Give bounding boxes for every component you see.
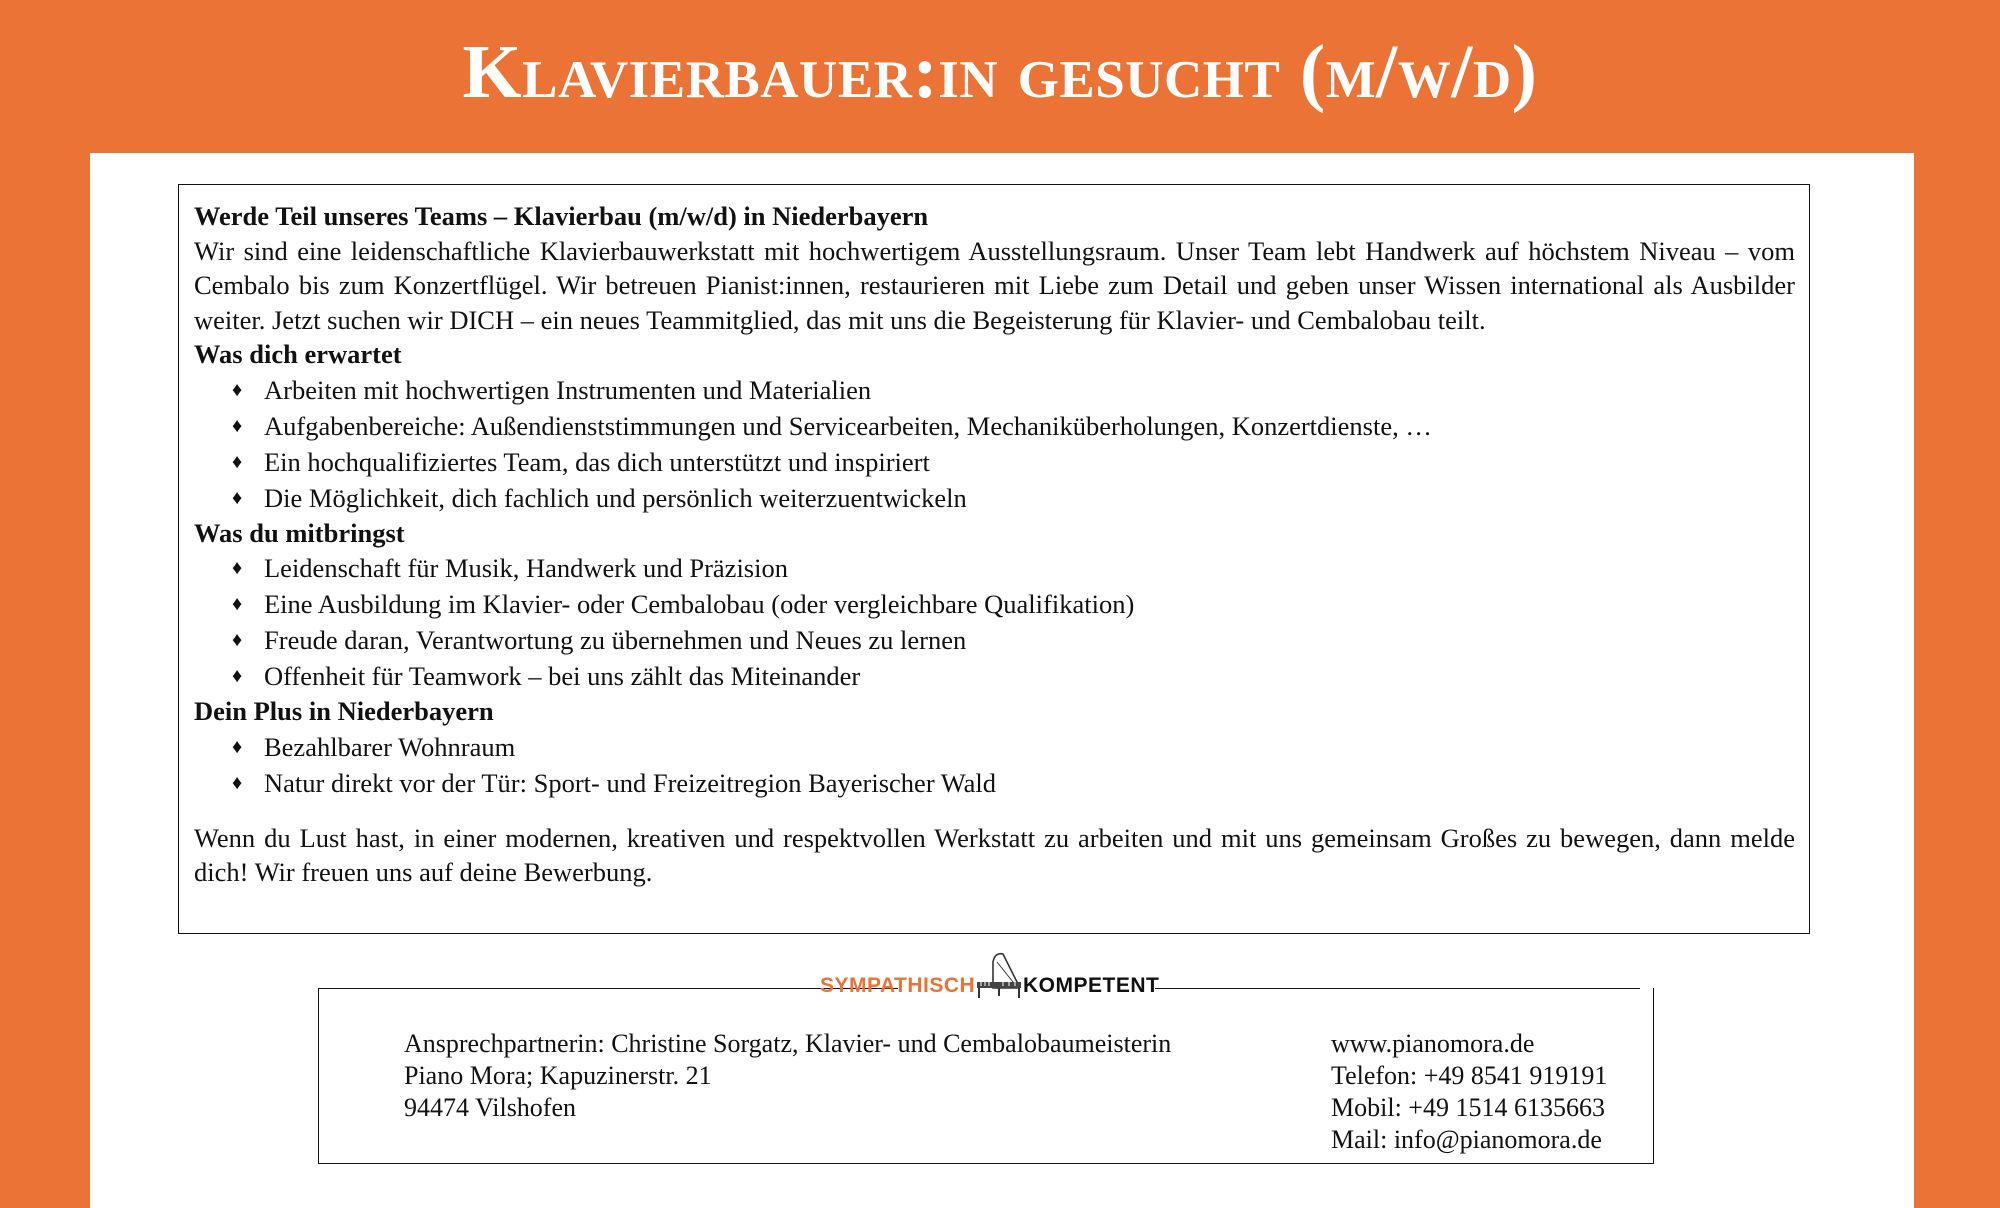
contact-mail: Mail: info@pianomora.de — [1331, 1125, 1602, 1154]
list-item — [194, 765, 1795, 801]
list-item-text: Freude daran, Verantwortung zu übernehmen und Neues zu lernen — [264, 625, 967, 655]
list-item — [194, 729, 1795, 765]
contact-person: Ansprechpartnerin: Christine Sorgatz, Klavier- und Cembalobaumeisterin — [404, 1029, 1172, 1058]
closing-text: Wenn du Lust hast, in einer modernen, kreativen und respektvollen Werkstatt zu arbeiten und mit uns gemeinsam Großes zu bewegen, dann melde dich! Wir freuen uns auf deine Bewerbung. — [194, 822, 1795, 887]
diamond-bullet-icon: ♦ — [232, 735, 243, 758]
page-title: Klavierbauer:in gesucht (m/w/d) — [462, 30, 1538, 114]
list-item-text: Die Möglichkeit, dich fachlich und persönlich weiterzuentwickeln — [264, 482, 967, 513]
list-item — [194, 622, 1795, 658]
diamond-bullet-icon: ♦ — [232, 557, 243, 579]
list-item-text: Offenheit für Teamwork – bei uns zählt das Miteinander — [264, 661, 861, 691]
contact-box — [318, 988, 1654, 1164]
requirements-list — [194, 550, 1795, 694]
list-item-text: Ein hochqualifiziertes Team, das dich unterstützt und inspiriert — [264, 446, 930, 477]
contact-phone: Telefon: +49 8541 919191 — [1331, 1061, 1608, 1090]
contact-details — [1331, 1028, 1607, 1156]
contact-address — [404, 1028, 1171, 1124]
list-item-text: Natur direkt vor der Tür: Sport- und Freizeitregion Bayerischer Wald — [264, 767, 997, 798]
diamond-bullet-icon: ♦ — [232, 414, 243, 437]
diamond-bullet-icon: ♦ — [232, 665, 243, 687]
list-item — [194, 480, 1795, 516]
diamond-bullet-icon: ♦ — [232, 593, 243, 615]
ad-intro: Wir sind eine leidenschaftliche Klavierbauwerkstatt mit hochwertigem Ausstellungsraum. Unser Team lebt Handwerk auf höchstem Niveau – vom Cembalo bis zum Konzertflügel. Wir betreuen Pianist:innen, restaurieren mit Liebe zum Detail und geben unser Wissen international als Ausbilder weiter. Jetzt suchen wir DICH – ein neues Teammitglied, das mit uns die Begeisterung für Klavier- und Cembalobau teilt. — [194, 235, 1795, 335]
diamond-bullet-icon: ♦ — [232, 486, 243, 509]
contact-mobile: Mobil: +49 1514 6135663 — [1331, 1093, 1605, 1122]
diamond-bullet-icon: ♦ — [232, 771, 243, 794]
section-title: Dein Plus in Niederbayern — [194, 696, 494, 726]
list-item — [194, 408, 1795, 444]
section-title: Was dich erwartet — [194, 339, 402, 369]
list-item-text: Bezahlbarer Wohnraum — [264, 731, 516, 762]
ad-sheet — [90, 153, 1914, 1208]
diamond-bullet-icon: ♦ — [232, 629, 243, 651]
list-item-text: Eine Ausbildung im Klavier- oder Cembalobau (oder vergleichbare Qualifikation) — [264, 589, 1135, 619]
section-title: Was du mitbringst — [194, 517, 405, 548]
list-item — [194, 444, 1795, 480]
ad-box — [178, 184, 1810, 934]
plus-list — [194, 729, 1795, 801]
contact-street: Piano Mora; Kapuzinerstr. 21 — [404, 1061, 712, 1090]
expect-list — [194, 372, 1795, 516]
list-item — [194, 550, 1795, 586]
list-item-text: Aufgabenbereiche: Außendienststimmungen und Servicearbeiten, Mechaniküberholungen, Konzertdienste, … — [264, 410, 1432, 441]
list-item-text: Leidenschaft für Musik, Handwerk und Präzision — [264, 553, 788, 583]
diamond-bullet-icon: ♦ — [232, 378, 243, 401]
diamond-bullet-icon: ♦ — [232, 450, 243, 473]
list-item — [194, 658, 1795, 694]
contact-website: www.pianomora.de — [1331, 1029, 1535, 1058]
list-item — [194, 586, 1795, 622]
ad-heading: Werde Teil unseres Teams – Klavierbau (m/w/d) in Niederbayern — [194, 201, 929, 231]
contact-city: 94474 Vilshofen — [404, 1093, 577, 1122]
list-item — [194, 372, 1795, 408]
tagline-sympathisch: SYMPATHISCH — [820, 974, 976, 997]
tagline-kompetent: KOMPETENT — [1023, 974, 1160, 997]
list-item-text: Arbeiten mit hochwertigen Instrumenten und Materialien — [264, 374, 872, 405]
